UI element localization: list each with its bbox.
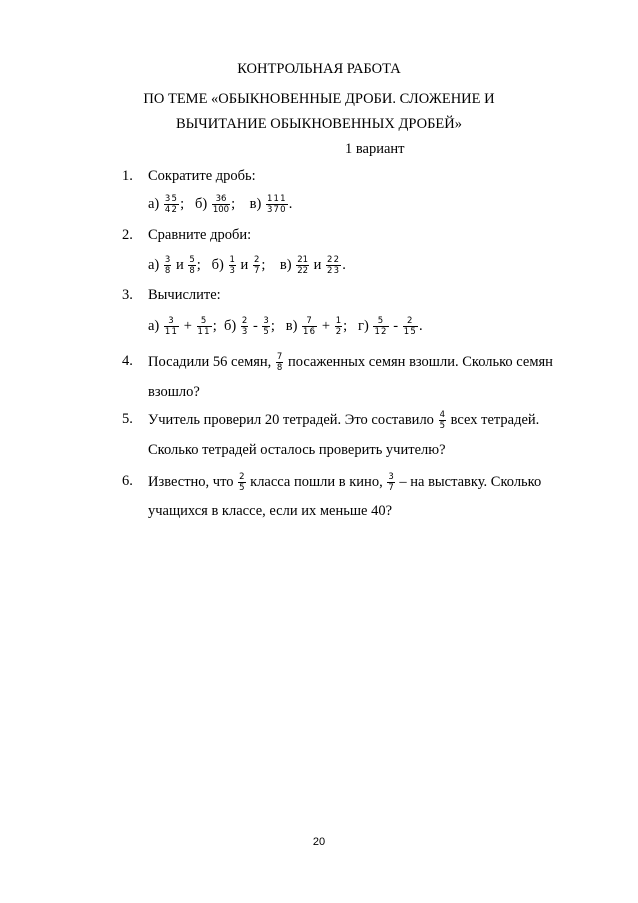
task-4-number: 4.: [122, 353, 133, 369]
task-5-number: 5.: [122, 411, 133, 427]
item-label: а): [148, 256, 160, 273]
task-6-number: 6.: [122, 473, 133, 489]
item-label: в): [249, 195, 262, 212]
fraction: $\frac{3}{8}$: [164, 255, 171, 276]
fraction: $\frac{2}{5}$: [239, 472, 245, 493]
item-label: г): [358, 317, 369, 334]
fraction: $\frac{1}{3}$: [229, 255, 235, 276]
item-label: в): [285, 317, 298, 334]
task-5-line-1: Учитель проверил 20 тетрадей. Это составило $\frac{4}{5}$ всех тетрадей.: [148, 410, 540, 431]
fraction: $\frac{5}{8}$: [189, 255, 195, 276]
fraction: $\frac{5}{12}$: [374, 316, 388, 337]
fraction: $\frac{1}{2}$: [335, 316, 342, 337]
item-label: б): [211, 256, 224, 273]
fraction: $\frac{35}{42}$: [164, 194, 179, 215]
page-number: 20: [312, 836, 326, 848]
task-6-line-1: Известно, что $\frac{2}{5}$ класса пошли в кино, $\frac{3}{7}$ – на выставку. Сколько: [148, 472, 542, 493]
task-3-items: а) $\frac{3}{11}$ + $\frac{5}{11}$ ; б) $\frac{2}{3}$ - $\frac{3}{5}$ ; в) $\frac{7}{16}$ + $\frac{1}{2}$ ; г) $\frac{5}{12}$ - $\frac{2}{15}$ .: [148, 316, 423, 337]
fraction: $\frac{2}{15}$: [403, 316, 417, 337]
fraction: $\frac{3}{11}$: [164, 316, 179, 337]
task-2-text: Сравните дроби:: [148, 227, 252, 243]
fraction: $\frac{2}{3}$: [241, 316, 248, 337]
item-label: а): [148, 195, 160, 212]
task-1-text: Сократите дробь:: [148, 168, 256, 184]
title-line-1: КОНТРОЛЬНАЯ РАБОТА: [237, 61, 401, 77]
fraction: $\frac{2}{7}$: [253, 255, 260, 276]
task-2-number: 2.: [122, 227, 133, 243]
task-2-items: а) $\frac{3}{8}$ и $\frac{5}{8}$ ; б) $\frac{1}{3}$ и $\frac{2}{7}$ ; в) $\frac{21}{22}$ и $\frac{22}{23}$ .: [148, 255, 346, 276]
task-5-line-2: Сколько тетрадей осталось проверить учителю?: [148, 442, 446, 458]
task-1-number: 1.: [122, 168, 133, 184]
task-3-number: 3.: [122, 287, 133, 303]
item-label: в): [279, 256, 292, 273]
task-3-text: Вычислите:: [148, 287, 221, 303]
task-1-items: а) $\frac{35}{42}$ ; б) $\frac{36}{100}$ ; в) $\frac{111}{370}$ .: [148, 194, 293, 215]
fraction: $\frac{3}{7}$: [388, 472, 394, 493]
item-label: а): [148, 317, 160, 334]
item-label: б): [195, 195, 208, 212]
fraction: $\frac{7}{16}$: [303, 316, 317, 337]
fraction: $\frac{5}{11}$: [197, 316, 211, 337]
variant-label: 1 вариант: [345, 141, 405, 157]
fraction: $\frac{21}{22}$: [297, 255, 309, 276]
fraction: $\frac{4}{5}$: [439, 410, 445, 431]
task-4-line-2: взошло?: [148, 384, 200, 400]
fraction: $\frac{22}{23}$: [327, 255, 341, 276]
fraction: $\frac{7}{8}$: [276, 352, 283, 373]
title-line-2: ПО ТЕМЕ «ОБЫКНОВЕННЫЕ ДРОБИ. СЛОЖЕНИЕ И: [143, 91, 495, 107]
title-line-3: ВЫЧИТАНИЕ ОБЫКНОВЕННЫХ ДРОБЕЙ»: [175, 116, 463, 132]
item-label: б): [224, 317, 237, 334]
task-6-line-2: учащихся в классе, если их меньше 40?: [148, 503, 393, 519]
fraction: $\frac{111}{370}$: [266, 194, 287, 215]
fraction: $\frac{36}{100}$: [212, 194, 230, 215]
fraction: $\frac{3}{5}$: [263, 316, 269, 337]
task-4-line-1: Посадили 56 семян, $\frac{7}{8}$ посаженных семян взошли. Сколько семян: [148, 352, 553, 373]
